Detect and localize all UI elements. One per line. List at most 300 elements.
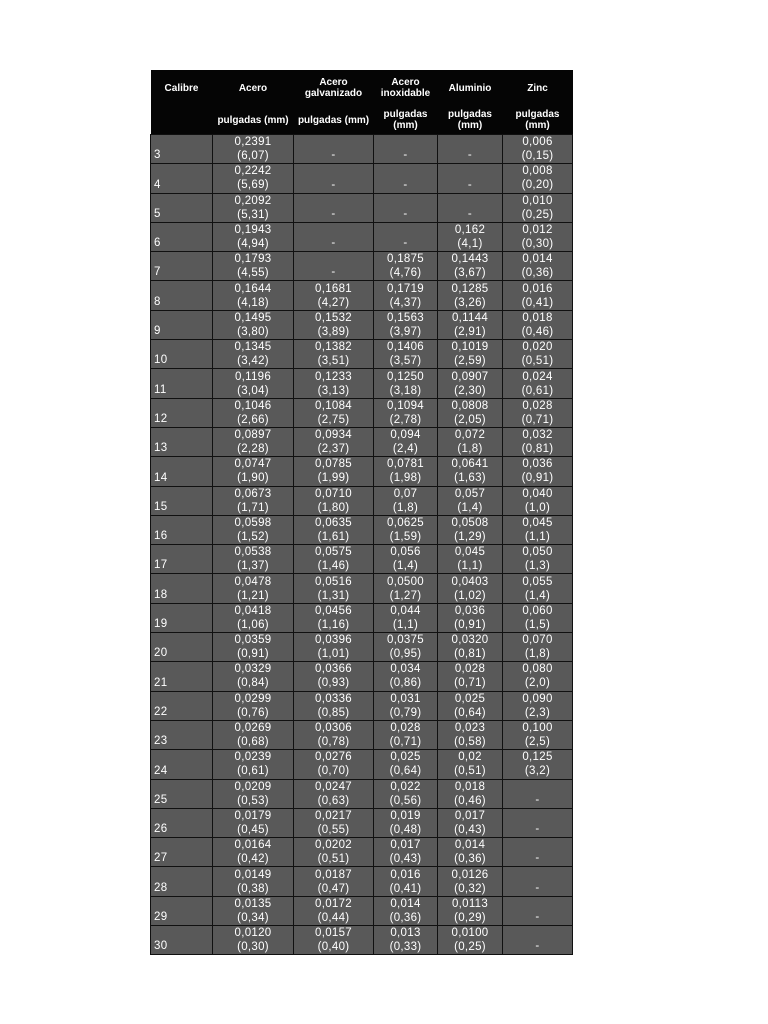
galvanized-steel-mm-value: (1,99) bbox=[317, 472, 350, 485]
steel-mm-value: (1,37) bbox=[237, 560, 269, 573]
table-row bbox=[151, 281, 573, 310]
aluminum-inches-value: 0,057 bbox=[454, 487, 486, 500]
table-row bbox=[151, 427, 573, 456]
galvanized-steel-mm-value: (1,31) bbox=[317, 589, 350, 602]
zinc-inches-value: 0,080 bbox=[522, 663, 553, 676]
aluminum-cell bbox=[438, 369, 503, 398]
aluminum-cell bbox=[438, 633, 503, 662]
stainless-steel-inches-value: 0,022 bbox=[390, 780, 421, 793]
aluminum-inches-value: 0,036 bbox=[454, 604, 486, 617]
steel-cell bbox=[213, 457, 294, 486]
steel-cell bbox=[213, 779, 294, 808]
galvanized-steel-mm-value: (1,46) bbox=[317, 560, 350, 573]
stainless-steel-inches-value: 0,1875 bbox=[387, 253, 424, 266]
steel-inches-value: 0,0209 bbox=[234, 780, 272, 793]
stainless-steel-inches-value: 0,013 bbox=[390, 927, 421, 940]
stainless-steel-mm-value: (4,76) bbox=[389, 267, 422, 280]
gauge-cell: 9 bbox=[151, 310, 213, 339]
zinc-mm-value: (1,8) bbox=[524, 648, 551, 661]
steel-cell bbox=[213, 750, 294, 779]
table-row bbox=[151, 691, 573, 720]
gauge-cell: 26 bbox=[151, 808, 213, 837]
aluminum-inches-value: 0,1285 bbox=[451, 282, 489, 295]
header-units-aluminum: pulgadas (mm) bbox=[438, 106, 503, 135]
zinc-inches-value: 0,032 bbox=[522, 429, 553, 442]
aluminum-cell bbox=[438, 574, 503, 603]
aluminum-cell bbox=[438, 457, 503, 486]
header-units-zinc: pulgadas (mm) bbox=[503, 106, 573, 135]
stainless-steel-cell bbox=[374, 633, 438, 662]
zinc-cell: - bbox=[503, 808, 573, 837]
zinc-cell bbox=[503, 310, 573, 339]
aluminum-cell bbox=[438, 310, 503, 339]
stainless-steel-mm-value: (0,41) bbox=[389, 882, 422, 895]
sheet-metal-gauge-table bbox=[150, 70, 573, 955]
galvanized-steel-inches-value: 0,0187 bbox=[315, 868, 352, 881]
galvanized-steel-mm-value: (2,75) bbox=[317, 413, 350, 426]
stainless-steel-cell bbox=[374, 252, 438, 281]
aluminum-inches-value: 0,072 bbox=[454, 429, 486, 442]
steel-cell bbox=[213, 252, 294, 281]
steel-inches-value: 0,0149 bbox=[234, 868, 272, 881]
steel-inches-value: 0,0359 bbox=[234, 634, 272, 647]
stainless-steel-inches-value: 0,07 bbox=[393, 487, 418, 500]
steel-mm-value: (2,28) bbox=[237, 443, 269, 456]
aluminum-mm-value: (1,02) bbox=[454, 589, 486, 602]
zinc-mm-value: (0,30) bbox=[521, 238, 554, 251]
steel-mm-value: (3,04) bbox=[237, 384, 269, 397]
aluminum-cell bbox=[438, 691, 503, 720]
steel-cell bbox=[213, 633, 294, 662]
galvanized-steel-cell bbox=[294, 369, 374, 398]
zinc-cell: - bbox=[503, 838, 573, 867]
zinc-mm-value: (2,3) bbox=[524, 706, 551, 719]
aluminum-inches-value: 0,0113 bbox=[451, 897, 489, 910]
stainless-steel-cell bbox=[374, 398, 438, 427]
steel-inches-value: 0,0135 bbox=[234, 897, 272, 910]
zinc-cell: - bbox=[503, 926, 573, 955]
aluminum-mm-value: (1,8) bbox=[457, 443, 483, 456]
steel-mm-value: (4,94) bbox=[237, 238, 269, 251]
stainless-steel-inches-value: 0,1719 bbox=[387, 282, 424, 295]
aluminum-cell bbox=[438, 222, 503, 251]
aluminum-mm-value: (2,59) bbox=[454, 355, 486, 368]
stainless-steel-inches-value: 0,019 bbox=[390, 809, 421, 822]
galvanized-steel-cell bbox=[294, 633, 374, 662]
aluminum-cell bbox=[438, 838, 503, 867]
steel-mm-value: (0,53) bbox=[237, 794, 269, 807]
table-row bbox=[151, 310, 573, 339]
gauge-cell: 23 bbox=[151, 720, 213, 749]
steel-inches-value: 0,1495 bbox=[234, 311, 272, 324]
aluminum-mm-value: (0,25) bbox=[454, 941, 486, 954]
steel-cell bbox=[213, 838, 294, 867]
stainless-steel-inches-value: 0,0781 bbox=[387, 458, 424, 471]
galvanized-steel-mm-value: (1,16) bbox=[317, 618, 350, 631]
gauge-cell: 4 bbox=[151, 164, 213, 193]
table-row bbox=[151, 340, 573, 369]
galvanized-steel-cell bbox=[294, 779, 374, 808]
aluminum-mm-value: (0,29) bbox=[454, 911, 486, 924]
stainless-steel-mm-value: (0,33) bbox=[389, 941, 422, 954]
steel-cell bbox=[213, 193, 294, 222]
steel-mm-value: (1,90) bbox=[237, 472, 269, 485]
header-units-galvanized-steel: pulgadas (mm) bbox=[294, 106, 374, 135]
aluminum-cell bbox=[438, 896, 503, 925]
zinc-cell bbox=[503, 252, 573, 281]
gauge-cell: 13 bbox=[151, 427, 213, 456]
stainless-steel-mm-value: (0,64) bbox=[389, 765, 422, 778]
table-row bbox=[151, 398, 573, 427]
steel-inches-value: 0,2092 bbox=[234, 194, 272, 207]
aluminum-cell bbox=[438, 281, 503, 310]
aluminum-cell bbox=[438, 867, 503, 896]
galvanized-steel-cell bbox=[294, 545, 374, 574]
stainless-steel-mm-value: (0,48) bbox=[389, 823, 422, 836]
aluminum-cell: - bbox=[438, 135, 503, 164]
aluminum-mm-value: (2,30) bbox=[454, 384, 486, 397]
stainless-steel-mm-value: (4,37) bbox=[389, 296, 422, 309]
aluminum-inches-value: 0,028 bbox=[454, 663, 486, 676]
steel-inches-value: 0,0747 bbox=[234, 458, 272, 471]
stainless-steel-cell bbox=[374, 603, 438, 632]
steel-inches-value: 0,1793 bbox=[234, 253, 272, 266]
zinc-inches-value: 0,020 bbox=[522, 341, 553, 354]
galvanized-steel-inches-value: 0,0396 bbox=[315, 634, 352, 647]
table-row bbox=[151, 750, 573, 779]
zinc-cell bbox=[503, 222, 573, 251]
gauge-cell: 14 bbox=[151, 457, 213, 486]
steel-inches-value: 0,0269 bbox=[234, 722, 272, 735]
aluminum-cell bbox=[438, 750, 503, 779]
aluminum-inches-value: 0,1144 bbox=[451, 311, 489, 324]
zinc-inches-value: 0,008 bbox=[522, 165, 553, 178]
aluminum-mm-value: (0,81) bbox=[454, 648, 486, 661]
steel-mm-value: (1,21) bbox=[237, 589, 269, 602]
steel-cell bbox=[213, 427, 294, 456]
aluminum-mm-value: (4,1) bbox=[457, 238, 483, 251]
zinc-inches-value: 0,045 bbox=[522, 517, 553, 529]
galvanized-steel-inches-value: 0,1532 bbox=[315, 311, 352, 324]
zinc-inches-value: 0,040 bbox=[522, 487, 553, 500]
table-row bbox=[151, 720, 573, 749]
zinc-mm-value: (0,91) bbox=[521, 472, 554, 485]
stainless-steel-cell bbox=[374, 750, 438, 779]
stainless-steel-mm-value: (0,79) bbox=[389, 706, 422, 719]
aluminum-mm-value: (0,32) bbox=[454, 882, 486, 895]
steel-cell bbox=[213, 691, 294, 720]
table-header bbox=[151, 70, 573, 135]
zinc-inches-value: 0,050 bbox=[522, 546, 553, 559]
galvanized-steel-inches-value: 0,0157 bbox=[315, 927, 352, 940]
gauge-cell: 16 bbox=[151, 515, 213, 544]
stainless-steel-inches-value: 0,014 bbox=[390, 897, 421, 910]
galvanized-steel-mm-value: (3,51) bbox=[317, 355, 350, 368]
aluminum-inches-value: 0,162 bbox=[454, 224, 486, 237]
stainless-steel-mm-value: (0,95) bbox=[389, 648, 422, 661]
steel-mm-value: (0,61) bbox=[237, 765, 269, 778]
gauge-cell: 3 bbox=[151, 135, 213, 164]
zinc-cell bbox=[503, 515, 573, 544]
steel-mm-value: (6,07) bbox=[237, 150, 269, 163]
galvanized-steel-cell: - bbox=[294, 164, 374, 193]
galvanized-steel-cell bbox=[294, 926, 374, 955]
galvanized-steel-mm-value: (0,44) bbox=[317, 911, 350, 924]
zinc-cell bbox=[503, 457, 573, 486]
galvanized-steel-cell bbox=[294, 398, 374, 427]
stainless-steel-mm-value: (1,59) bbox=[389, 531, 422, 543]
header-galvanized-steel: Acero galvanizado bbox=[294, 70, 374, 106]
galvanized-steel-cell bbox=[294, 515, 374, 544]
zinc-inches-value: 0,006 bbox=[522, 136, 553, 149]
gauge-cell: 24 bbox=[151, 750, 213, 779]
table-row bbox=[151, 222, 573, 251]
table-row bbox=[151, 896, 573, 925]
galvanized-steel-cell: - bbox=[294, 135, 374, 164]
aluminum-mm-value: (1,4) bbox=[457, 501, 483, 514]
table-row bbox=[151, 867, 573, 896]
stainless-steel-cell: - bbox=[374, 193, 438, 222]
steel-cell bbox=[213, 662, 294, 691]
steel-mm-value: (0,45) bbox=[237, 823, 269, 836]
aluminum-inches-value: 0,0641 bbox=[451, 458, 489, 471]
gauge-cell: 12 bbox=[151, 398, 213, 427]
stainless-steel-cell bbox=[374, 340, 438, 369]
zinc-inches-value: 0,018 bbox=[522, 311, 553, 324]
stainless-steel-cell: - bbox=[374, 135, 438, 164]
steel-mm-value: (3,42) bbox=[237, 355, 269, 368]
steel-cell bbox=[213, 135, 294, 164]
steel-cell bbox=[213, 340, 294, 369]
steel-cell bbox=[213, 310, 294, 339]
zinc-inches-value: 0,028 bbox=[522, 399, 553, 412]
stainless-steel-mm-value: (3,97) bbox=[389, 325, 422, 338]
aluminum-cell bbox=[438, 427, 503, 456]
gauge-cell: 25 bbox=[151, 779, 213, 808]
aluminum-inches-value: 0,017 bbox=[454, 809, 486, 822]
galvanized-steel-inches-value: 0,1084 bbox=[315, 399, 352, 412]
zinc-mm-value: (0,61) bbox=[521, 384, 554, 397]
galvanized-steel-inches-value: 0,1382 bbox=[315, 341, 352, 354]
zinc-cell: - bbox=[503, 896, 573, 925]
steel-cell bbox=[213, 369, 294, 398]
steel-cell bbox=[213, 926, 294, 955]
galvanized-steel-mm-value: (0,78) bbox=[317, 736, 350, 749]
steel-inches-value: 0,0673 bbox=[234, 487, 272, 500]
galvanized-steel-cell bbox=[294, 838, 374, 867]
stainless-steel-cell bbox=[374, 427, 438, 456]
aluminum-mm-value: (0,51) bbox=[454, 765, 486, 778]
zinc-cell bbox=[503, 603, 573, 632]
aluminum-mm-value: (0,46) bbox=[454, 794, 486, 807]
galvanized-steel-inches-value: 0,0247 bbox=[315, 780, 352, 793]
zinc-cell bbox=[503, 369, 573, 398]
aluminum-cell bbox=[438, 603, 503, 632]
galvanized-steel-inches-value: 0,1233 bbox=[315, 370, 352, 383]
stainless-steel-cell bbox=[374, 662, 438, 691]
steel-inches-value: 0,1644 bbox=[234, 282, 272, 295]
galvanized-steel-cell bbox=[294, 750, 374, 779]
galvanized-steel-mm-value: (3,89) bbox=[317, 325, 350, 338]
zinc-mm-value: (0,46) bbox=[521, 325, 554, 338]
galvanized-steel-cell bbox=[294, 281, 374, 310]
zinc-cell bbox=[503, 281, 573, 310]
steel-inches-value: 0,0329 bbox=[234, 663, 272, 676]
aluminum-mm-value: (1,63) bbox=[454, 472, 486, 485]
aluminum-inches-value: 0,018 bbox=[454, 780, 486, 793]
aluminum-inches-value: 0,023 bbox=[454, 722, 486, 735]
stainless-steel-cell bbox=[374, 691, 438, 720]
steel-mm-value: (4,55) bbox=[237, 267, 269, 280]
stainless-steel-inches-value: 0,025 bbox=[390, 751, 421, 764]
table-row bbox=[151, 252, 573, 281]
aluminum-cell bbox=[438, 808, 503, 837]
steel-inches-value: 0,2242 bbox=[234, 165, 272, 178]
steel-cell bbox=[213, 545, 294, 574]
stainless-steel-cell bbox=[374, 515, 438, 544]
steel-cell bbox=[213, 222, 294, 251]
aluminum-cell bbox=[438, 340, 503, 369]
aluminum-mm-value: (1,29) bbox=[454, 531, 486, 543]
aluminum-mm-value: (0,64) bbox=[454, 706, 486, 719]
galvanized-steel-inches-value: 0,0276 bbox=[315, 751, 352, 764]
header-gauge: Calibre bbox=[151, 70, 213, 106]
stainless-steel-mm-value: (2,78) bbox=[389, 413, 422, 426]
stainless-steel-mm-value: (0,43) bbox=[389, 853, 422, 866]
aluminum-inches-value: 0,025 bbox=[454, 692, 486, 705]
zinc-inches-value: 0,060 bbox=[522, 604, 553, 617]
stainless-steel-inches-value: 0,056 bbox=[390, 546, 421, 559]
zinc-cell bbox=[503, 164, 573, 193]
steel-mm-value: (0,76) bbox=[237, 706, 269, 719]
steel-mm-value: (0,34) bbox=[237, 911, 269, 924]
galvanized-steel-cell bbox=[294, 486, 374, 515]
stainless-steel-mm-value: (3,18) bbox=[389, 384, 422, 397]
aluminum-cell bbox=[438, 398, 503, 427]
galvanized-steel-inches-value: 0,0202 bbox=[315, 839, 352, 852]
zinc-mm-value: (1,1) bbox=[524, 531, 551, 543]
aluminum-mm-value: (3,67) bbox=[454, 267, 486, 280]
table-row bbox=[151, 457, 573, 486]
zinc-inches-value: 0,125 bbox=[522, 751, 553, 764]
stainless-steel-cell bbox=[374, 808, 438, 837]
zinc-mm-value: (0,25) bbox=[521, 208, 554, 221]
table-row bbox=[151, 164, 573, 193]
galvanized-steel-inches-value: 0,0336 bbox=[315, 692, 352, 705]
galvanized-steel-cell bbox=[294, 691, 374, 720]
steel-inches-value: 0,0120 bbox=[234, 927, 272, 940]
stainless-steel-inches-value: 0,0500 bbox=[387, 575, 424, 588]
header-units-blank bbox=[151, 106, 213, 135]
steel-inches-value: 0,2391 bbox=[234, 136, 272, 149]
zinc-inches-value: 0,070 bbox=[522, 634, 553, 647]
galvanized-steel-mm-value: (1,01) bbox=[317, 648, 350, 661]
header-aluminum: Aluminio bbox=[438, 70, 503, 106]
stainless-steel-inches-value: 0,028 bbox=[390, 722, 421, 735]
header-units-stainless-steel: pulgadas (mm) bbox=[374, 106, 438, 135]
steel-inches-value: 0,1345 bbox=[234, 341, 272, 354]
galvanized-steel-mm-value: (0,93) bbox=[317, 677, 350, 690]
galvanized-steel-cell bbox=[294, 603, 374, 632]
gauge-cell: 17 bbox=[151, 545, 213, 574]
stainless-steel-mm-value: (1,98) bbox=[389, 472, 422, 485]
table-row bbox=[151, 574, 573, 603]
galvanized-steel-mm-value: (0,70) bbox=[317, 765, 350, 778]
steel-inches-value: 0,1196 bbox=[234, 370, 272, 383]
galvanized-steel-cell bbox=[294, 427, 374, 456]
aluminum-mm-value: (0,43) bbox=[454, 823, 486, 836]
galvanized-steel-cell bbox=[294, 662, 374, 691]
stainless-steel-inches-value: 0,031 bbox=[390, 692, 421, 705]
steel-mm-value: (0,38) bbox=[237, 882, 269, 895]
header-units-steel: pulgadas (mm) bbox=[213, 106, 294, 135]
zinc-inches-value: 0,016 bbox=[522, 282, 553, 295]
zinc-mm-value: (0,41) bbox=[521, 296, 554, 309]
stainless-steel-inches-value: 0,0625 bbox=[387, 517, 424, 529]
aluminum-inches-value: 0,0403 bbox=[451, 575, 489, 588]
aluminum-cell bbox=[438, 252, 503, 281]
galvanized-steel-inches-value: 0,0217 bbox=[315, 809, 352, 822]
zinc-mm-value: (2,5) bbox=[524, 736, 551, 749]
zinc-inches-value: 0,012 bbox=[522, 224, 553, 237]
zinc-cell bbox=[503, 398, 573, 427]
aluminum-cell bbox=[438, 662, 503, 691]
steel-inches-value: 0,0239 bbox=[234, 751, 272, 764]
aluminum-cell bbox=[438, 486, 503, 515]
table-row bbox=[151, 515, 573, 544]
gauge-cell: 27 bbox=[151, 838, 213, 867]
galvanized-steel-mm-value: (1,80) bbox=[317, 501, 350, 514]
galvanized-steel-cell bbox=[294, 310, 374, 339]
header-row-units bbox=[151, 106, 573, 135]
aluminum-inches-value: 0,1019 bbox=[451, 341, 489, 354]
stainless-steel-mm-value: (1,27) bbox=[389, 589, 422, 602]
steel-cell bbox=[213, 398, 294, 427]
aluminum-mm-value: (0,58) bbox=[454, 736, 486, 749]
stainless-steel-cell bbox=[374, 779, 438, 808]
stainless-steel-mm-value: (3,57) bbox=[389, 355, 422, 368]
table-row bbox=[151, 193, 573, 222]
aluminum-mm-value: (0,91) bbox=[454, 618, 486, 631]
stainless-steel-cell bbox=[374, 457, 438, 486]
aluminum-inches-value: 0,0907 bbox=[451, 370, 489, 383]
aluminum-mm-value: (0,36) bbox=[454, 853, 486, 866]
stainless-steel-cell: - bbox=[374, 164, 438, 193]
zinc-mm-value: (0,71) bbox=[521, 413, 554, 426]
stainless-steel-cell bbox=[374, 720, 438, 749]
galvanized-steel-inches-value: 0,0575 bbox=[315, 546, 352, 559]
steel-mm-value: (3,80) bbox=[237, 325, 269, 338]
table-row bbox=[151, 633, 573, 662]
zinc-cell bbox=[503, 574, 573, 603]
zinc-inches-value: 0,024 bbox=[522, 370, 553, 383]
galvanized-steel-inches-value: 0,0172 bbox=[315, 897, 352, 910]
steel-cell bbox=[213, 574, 294, 603]
stainless-steel-cell bbox=[374, 926, 438, 955]
zinc-inches-value: 0,100 bbox=[522, 722, 553, 735]
galvanized-steel-mm-value: (0,47) bbox=[317, 882, 350, 895]
steel-mm-value: (5,31) bbox=[237, 208, 269, 221]
steel-inches-value: 0,0299 bbox=[234, 692, 272, 705]
stainless-steel-cell bbox=[374, 545, 438, 574]
steel-mm-value: (0,84) bbox=[237, 677, 269, 690]
aluminum-inches-value: 0,0126 bbox=[451, 868, 489, 881]
aluminum-inches-value: 0,0508 bbox=[451, 517, 489, 529]
galvanized-steel-cell bbox=[294, 457, 374, 486]
aluminum-mm-value: (0,71) bbox=[454, 677, 486, 690]
aluminum-cell bbox=[438, 926, 503, 955]
stainless-steel-mm-value: (1,1) bbox=[392, 618, 419, 631]
